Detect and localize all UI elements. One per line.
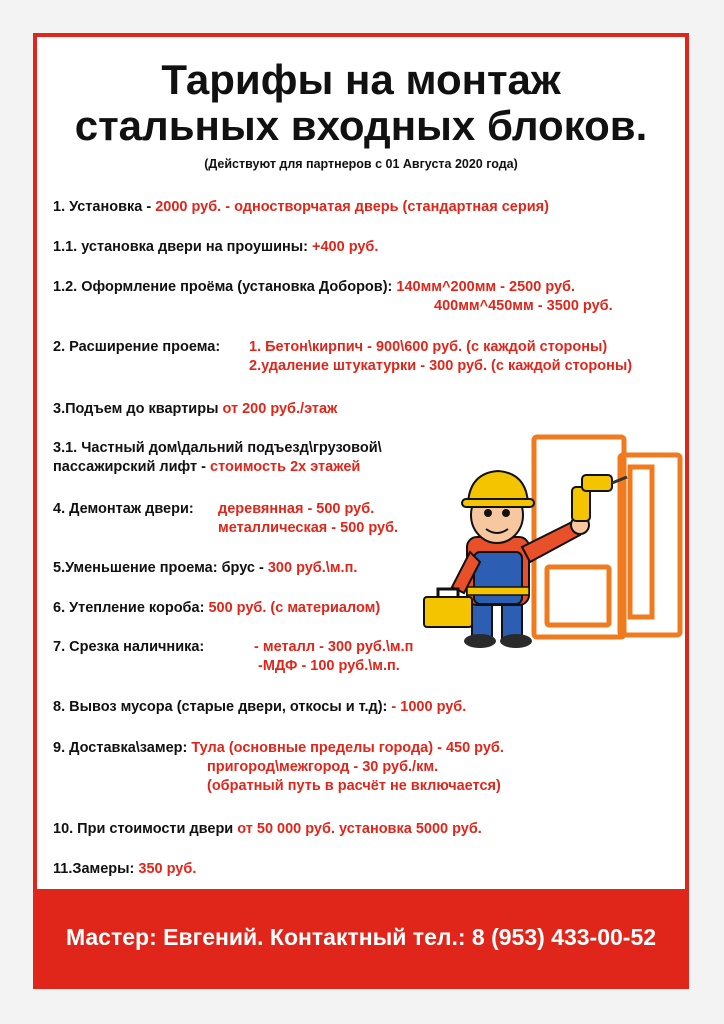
item-9-label: 9. Доставка\замер:	[53, 740, 192, 756]
item-7-value-2: -МДФ - 100 руб.\м.п.	[258, 658, 400, 674]
item-4-value: деревянная - 500 руб.	[218, 501, 375, 517]
price-sheet	[33, 33, 689, 989]
item-11-value: 350 руб.	[138, 861, 197, 877]
item-8-value: - 1000 руб.	[391, 699, 467, 715]
item-5	[53, 559, 357, 578]
item-3-1-label-2: пассажирский лифт -	[53, 459, 211, 475]
item-3-label: 3.Подъем до квартиры	[53, 401, 223, 417]
item-4-label: 4. Демонтаж двери:	[53, 501, 194, 517]
item-4	[53, 500, 194, 519]
item-2-value: 1. Бетон\кирпич - 900\600 руб. (с каждой стороны)	[249, 339, 608, 355]
item-11	[53, 860, 196, 879]
item-3-value: от 200 руб./этаж	[222, 401, 338, 417]
item-3-1-value: стоимость 2х этажей	[210, 459, 361, 475]
worker-icon	[424, 471, 627, 648]
item-7	[53, 638, 204, 657]
item-1-2-value-2: 400мм^450мм - 3500 руб.	[434, 298, 613, 314]
item-1-value: 2000 руб. - одностворчатая дверь (стандартная серия)	[155, 199, 549, 215]
item-3-1-line-2	[53, 458, 360, 477]
item-10	[53, 820, 482, 839]
item-5-value: 300 руб.\м.п.	[267, 560, 358, 576]
item-1-1-label: 1.1. установка двери на проушины:	[53, 239, 313, 255]
item-6-value: 500 руб. (с материалом)	[208, 600, 381, 616]
item-2-label: 2. Расширение проема:	[53, 339, 221, 355]
item-9-value-3: (обратный путь в расчёт не включается)	[207, 778, 501, 794]
item-1-1	[53, 238, 378, 257]
item-1-2	[53, 278, 575, 297]
item-1-2-label: 1.2. Оформление проёма (установка Доборов):	[53, 279, 397, 295]
item-11-label: 11.Замеры:	[53, 861, 139, 877]
item-1-2-value: 140мм^200мм - 2500 руб.	[396, 279, 576, 295]
item-3-1	[53, 439, 382, 458]
page-title	[37, 57, 685, 149]
item-9-value-2: пригород\межгород - 30 руб./км.	[207, 759, 439, 775]
item-7-label: 7. Срезка наличника:	[53, 639, 205, 655]
item-10-label: 10. При стоимости двери	[53, 821, 238, 837]
item-4-value-2: металлическая - 500 руб.	[218, 520, 399, 536]
page-subtitle: (Действуют для партнеров с 01 Августа 2020 года)	[204, 157, 518, 171]
item-6	[53, 599, 380, 618]
item-7-value: - металл - 300 руб.\м.п	[254, 639, 414, 655]
item-2	[53, 338, 220, 357]
item-3	[53, 400, 337, 419]
item-1	[53, 198, 549, 217]
item-9-value: Тула (основные пределы города) - 450 руб.	[191, 740, 504, 756]
worker-illustration	[422, 427, 697, 657]
item-8-label: 8. Вывоз мусора (старые двери, откосы и т.д):	[53, 699, 392, 715]
item-5-label: 5.Уменьшение проема: брус -	[53, 560, 268, 576]
item-1-label: 1. Установка -	[53, 199, 156, 215]
item-8	[53, 698, 466, 717]
item-10-value: от 50 000 руб. установка 5000 руб.	[237, 821, 482, 837]
title-line-1: Тарифы на монтаж	[161, 56, 561, 103]
item-3-1-label: 3.1. Частный дом\дальний подъезд\грузовой\	[53, 440, 382, 456]
title-line-2: стальных входных блоков.	[74, 102, 648, 149]
item-9	[53, 739, 504, 758]
contact-footer: Мастер: Евгений. Контактный тел.: 8 (953) 433-00-52	[37, 889, 685, 985]
item-2-value-2: 2.удаление штукатурки - 300 руб. (с каждой стороны)	[249, 358, 633, 374]
item-6-label: 6. Утепление короба:	[53, 600, 209, 616]
item-1-1-value: +400 руб.	[312, 239, 379, 255]
